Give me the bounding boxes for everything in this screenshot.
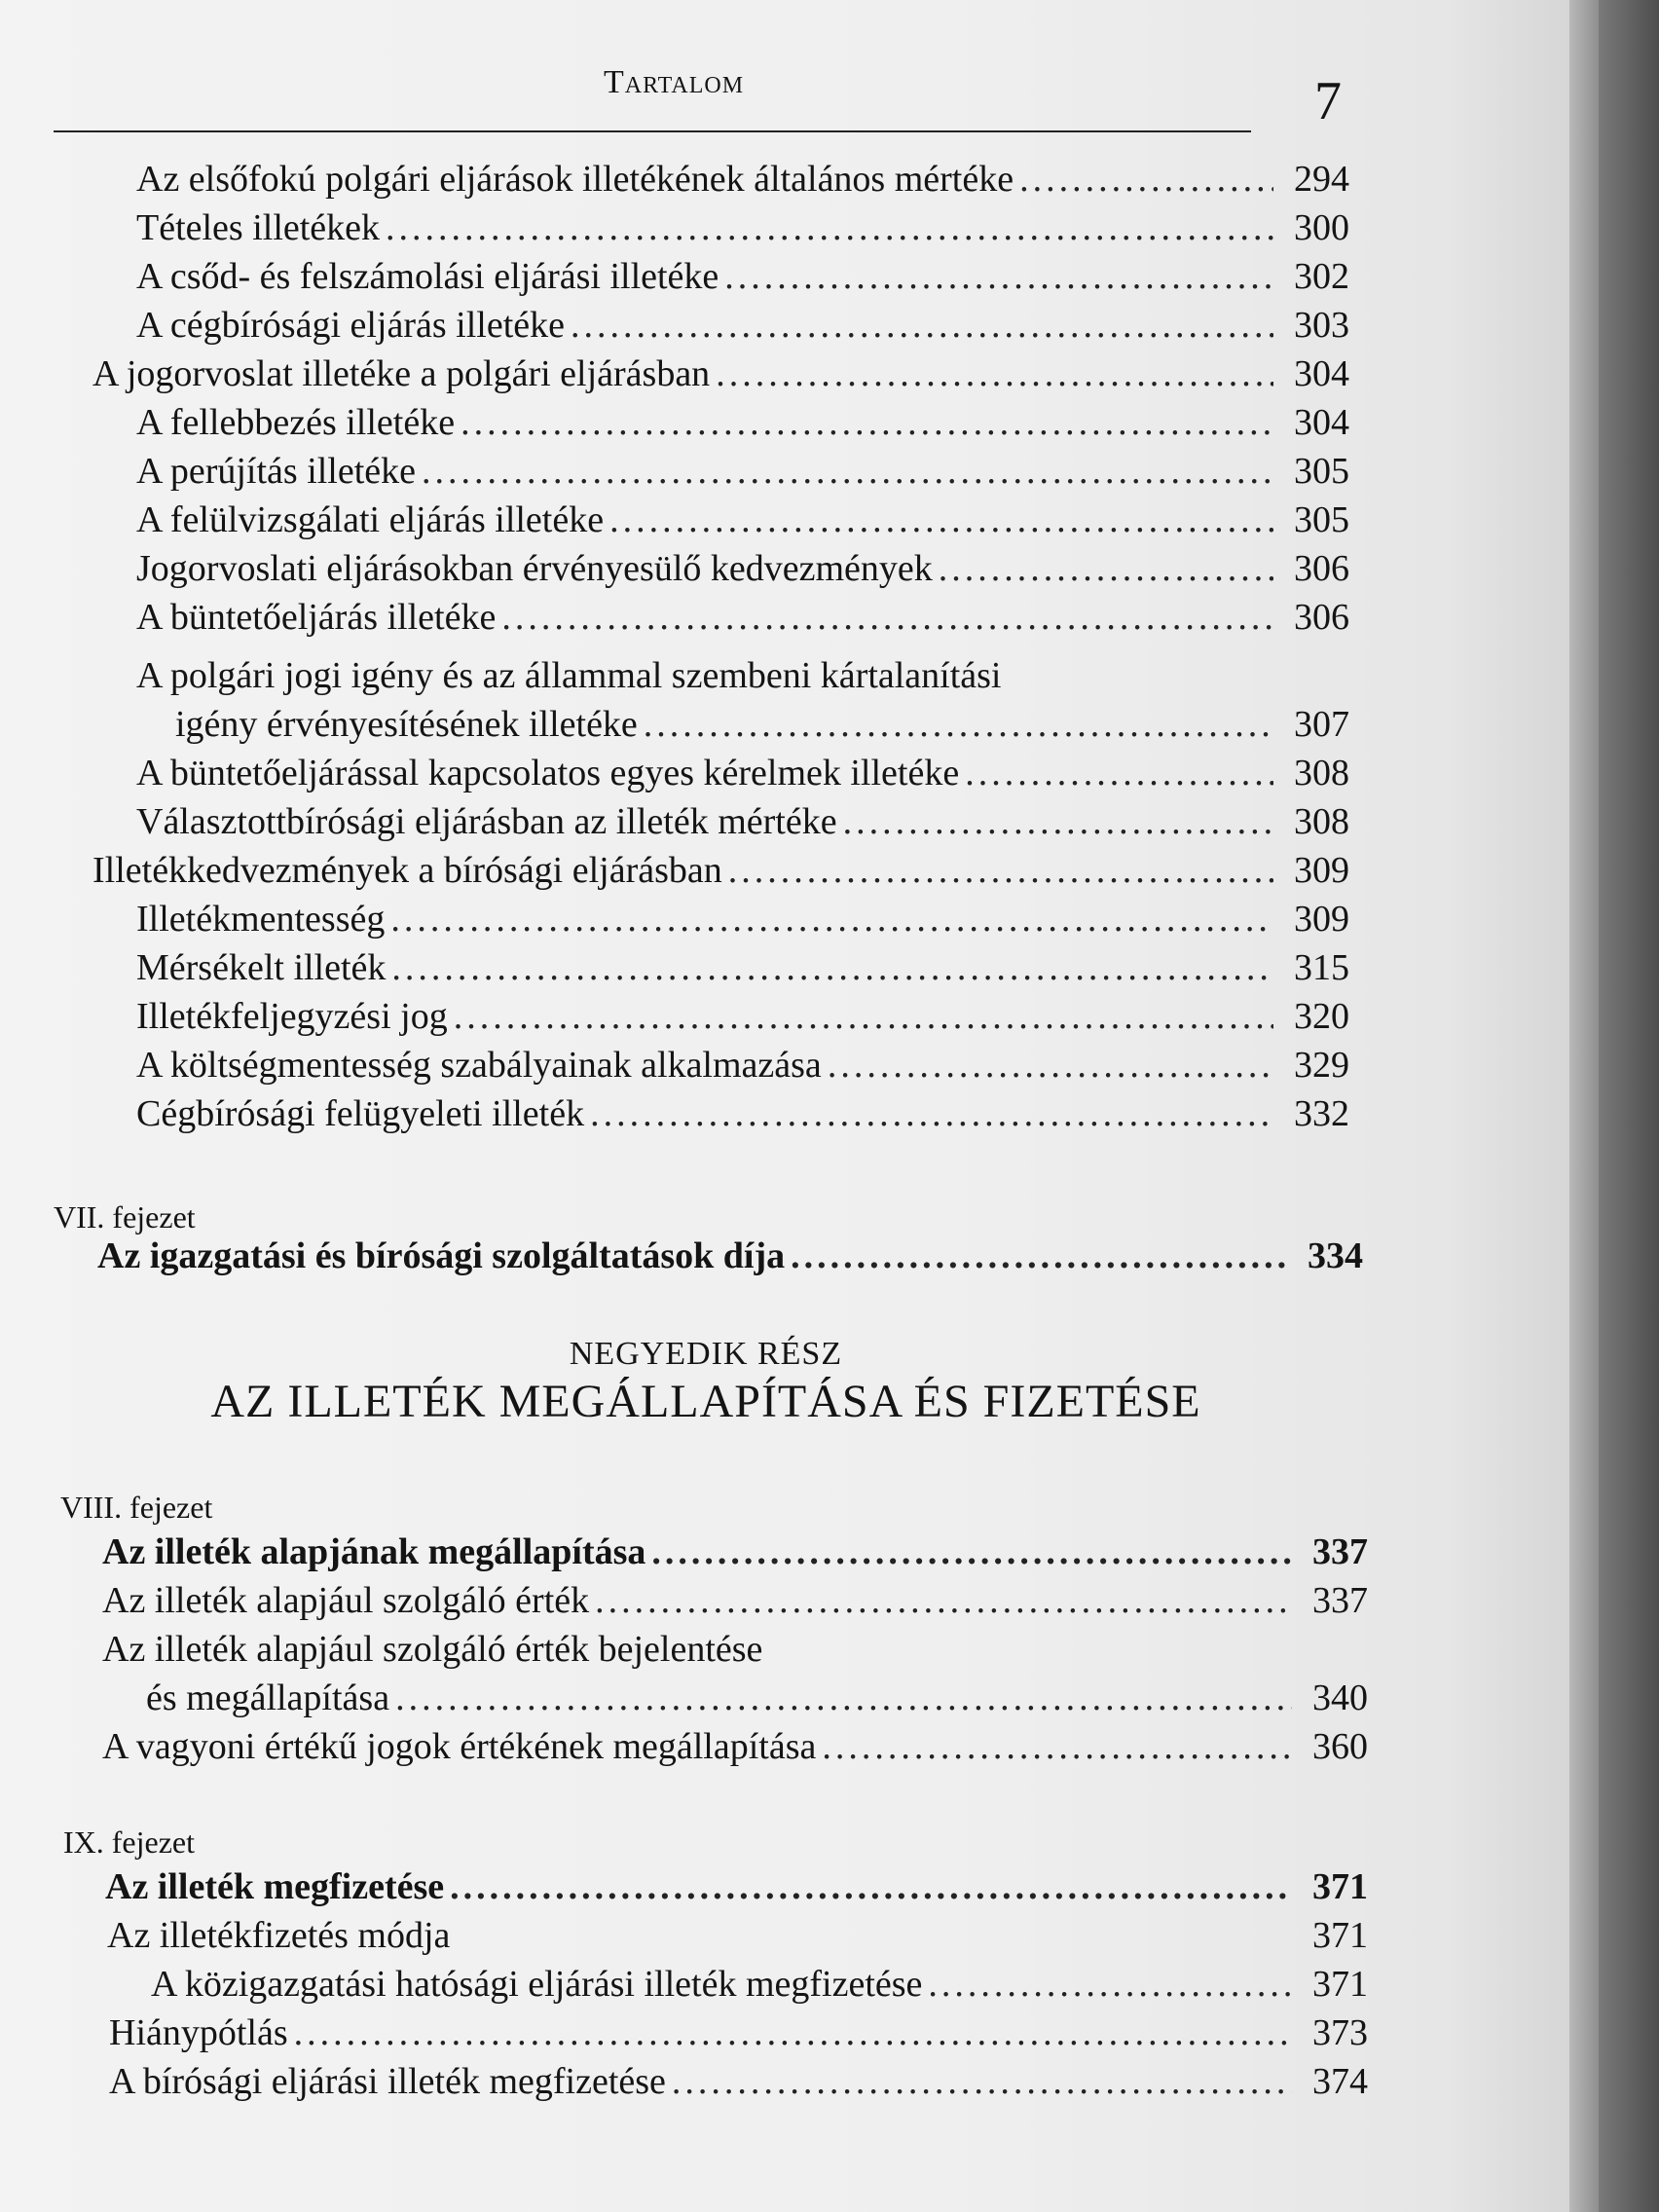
chapter-title: Az igazgatási és bírósági szolgáltatások díja [97, 1235, 786, 1276]
toc-entry-label: Hiánypótlás [109, 2012, 288, 2053]
toc-entry [136, 991, 1349, 1042]
toc-entry-page: 306 [1294, 597, 1349, 638]
toc-entry-label: A csőd- és felszámolási eljárási illetéke [136, 256, 719, 297]
toc-entry-label: Az elsőfokú polgári eljárások illetékének általános mértéke [136, 159, 1014, 200]
running-header-title: Tartalom [604, 64, 745, 100]
leader-dots [390, 894, 1273, 944]
toc-entry-label: Illetékmentesség [136, 899, 386, 940]
toc-entry-page: 374 [1312, 2061, 1368, 2102]
toc-entry [136, 397, 1349, 448]
leader-dots [939, 543, 1273, 594]
chapter-title-entry [102, 1527, 1368, 1577]
toc-entry-label: A közigazgatási hatósági eljárási illeték megfizetése [151, 1964, 923, 2005]
toc-entry [107, 1910, 1368, 1961]
toc-entry-label: Tételes illetékek [136, 207, 381, 248]
leader-dots [590, 1088, 1273, 1139]
toc-entry-page: 309 [1294, 850, 1349, 891]
toc-entry-page: 360 [1312, 1726, 1368, 1767]
toc-entry-label: A fellebbezés illetéke [136, 402, 456, 443]
toc-entry-page: 300 [1294, 207, 1349, 248]
part-label: NEGYEDIK RÉSZ [569, 1336, 843, 1372]
leader-dots [454, 991, 1273, 1042]
toc-entry [109, 2056, 1368, 2107]
chapter-page: 371 [1312, 1866, 1368, 1907]
toc-entry-label: A bírósági eljárási illeték megfizetése [109, 2061, 666, 2102]
toc-entry-page: 340 [1312, 1677, 1368, 1718]
leader-dots [1019, 154, 1273, 204]
toc-entry [136, 543, 1349, 594]
toc-entry-page: 337 [1312, 1580, 1368, 1621]
toc-entry [136, 796, 1349, 847]
toc-entry-label: Mérsékelt illeték [136, 947, 387, 988]
toc-entry-page: 371 [1312, 1915, 1368, 1956]
leader-dots [609, 495, 1273, 545]
leader-dots [395, 1673, 1292, 1723]
chapter-label: VII. fejezet [54, 1199, 196, 1235]
leader-dots [672, 2056, 1292, 2107]
header-rule [54, 130, 1251, 132]
chapter-title-entry [97, 1231, 1363, 1281]
toc-entry-page: 373 [1312, 2012, 1368, 2053]
toc-entry-label: A büntetőeljárással kapcsolatos egyes kérelmek illetéke [136, 753, 960, 793]
chapter-title: Az illeték alapjának megállapítása [102, 1531, 646, 1572]
leader-dots [791, 1231, 1287, 1281]
chapter-label: VIII. fejezet [60, 1490, 213, 1525]
leader-dots [965, 748, 1273, 798]
toc-entry [136, 1088, 1349, 1139]
toc-entry-page: 294 [1294, 159, 1349, 200]
toc-entry [92, 349, 1349, 399]
toc-entry-page: 304 [1294, 402, 1349, 443]
toc-entry-label: Illetékkedvezmények a bírósági eljárásban [92, 850, 722, 891]
leader-dots [422, 446, 1273, 497]
chapter-label: IX. fejezet [63, 1825, 196, 1860]
toc-entry-label: igény érvényesítésének illetéke [175, 704, 638, 745]
leader-dots [294, 2008, 1292, 2058]
toc-entry [136, 942, 1349, 993]
toc-entry-page: 305 [1294, 499, 1349, 540]
toc-entry [146, 1673, 1368, 1723]
leader-dots [843, 796, 1273, 847]
toc-entry [136, 446, 1349, 497]
chapter-title: Az illeték megfizetése [105, 1866, 445, 1907]
leader-dots [595, 1575, 1292, 1626]
toc-entry-label: Választottbírósági eljárásban az illeték mértéke [136, 801, 837, 842]
toc-entry [136, 154, 1349, 204]
toc-entry-first-line: Az illeték alapjául szolgáló érték bejelentése [102, 1629, 763, 1670]
toc-entry-page: 303 [1294, 305, 1349, 346]
toc-entry [92, 845, 1349, 896]
toc-entry-label: A felülvizsgálati eljárás illetéke [136, 499, 605, 540]
toc-entry-first-line: A polgári jogi igény és az állammal szembeni kártalanítási [136, 655, 1002, 696]
toc-entry-page: 315 [1294, 947, 1349, 988]
leader-dots [461, 397, 1273, 448]
toc-entry-page: 308 [1294, 753, 1349, 793]
toc-entry-page: 306 [1294, 548, 1349, 589]
toc-entry-label: Cégbírósági felügyeleti illeték [136, 1093, 585, 1134]
chapter-title-entry [105, 1862, 1368, 1912]
leader-dots [822, 1721, 1292, 1772]
toc-entry-label: és megállapítása [146, 1677, 390, 1718]
toc-entry-page: 302 [1294, 256, 1349, 297]
toc-entry [136, 495, 1349, 545]
toc-entry-page: 329 [1294, 1045, 1349, 1086]
running-header [54, 56, 1251, 134]
toc-entry [102, 1721, 1368, 1772]
chapter-page: 334 [1308, 1235, 1363, 1276]
toc-entry [136, 748, 1349, 798]
leader-dots [644, 699, 1273, 750]
toc-entry [175, 699, 1349, 750]
toc-entry [136, 592, 1349, 643]
toc-entry [109, 2008, 1368, 2058]
toc-entry [136, 300, 1349, 350]
toc-entry-label: Jogorvoslati eljárásokban érvényesülő kedvezmények [136, 548, 933, 589]
toc-entry-page: 309 [1294, 899, 1349, 940]
page-edge [1569, 0, 1599, 2212]
leader-dots [728, 845, 1273, 896]
toc-entry-page: 304 [1294, 353, 1349, 394]
toc-entry [136, 894, 1349, 944]
toc-entry [136, 1040, 1349, 1090]
leader-dots [450, 1862, 1292, 1912]
toc-entry-label: A perújítás illetéke [136, 451, 417, 492]
toc-entry-label: A vagyoni értékű jogok értékének megállapítása [102, 1726, 817, 1767]
leader-dots [501, 592, 1273, 643]
toc-entry [151, 1959, 1368, 2009]
book-side [1599, 0, 1659, 2212]
toc-entry-page: 371 [1312, 1964, 1368, 2005]
toc-entry [136, 251, 1349, 302]
part-title: AZ ILLETÉK MEGÁLLAPÍTÁSA ÉS FIZETÉSE [210, 1376, 1201, 1427]
toc-entry [136, 203, 1349, 253]
toc-entry-page: 307 [1294, 704, 1349, 745]
toc-entry-page: 320 [1294, 996, 1349, 1037]
toc-entry-label: Az illeték alapjául szolgáló érték [102, 1580, 590, 1621]
toc-entry-label: A jogorvoslat illetéke a polgári eljárásban [92, 353, 711, 394]
leader-dots [391, 942, 1273, 993]
toc-entry-label: A büntetőeljárás illetéke [136, 597, 497, 638]
page-number: 7 [1314, 71, 1342, 131]
leader-dots [386, 203, 1273, 253]
leader-dots [724, 251, 1273, 302]
toc-entry-page: 332 [1294, 1093, 1349, 1134]
leader-dots [651, 1527, 1292, 1577]
toc-entry-label: A költségmentesség szabályainak alkalmazása [136, 1045, 822, 1086]
toc-entry-label: Illetékfeljegyzési jog [136, 996, 448, 1037]
leader-dots [828, 1040, 1273, 1090]
toc-entry-label: A cégbírósági eljárás illetéke [136, 305, 565, 346]
toc-entry-label: Az illetékfizetés módja [107, 1915, 451, 1956]
toc-entry-page: 308 [1294, 801, 1349, 842]
toc-entry-page: 305 [1294, 451, 1349, 492]
leader-dots [571, 300, 1273, 350]
leader-dots [716, 349, 1273, 399]
chapter-page: 337 [1312, 1531, 1368, 1572]
toc-entry [102, 1575, 1368, 1626]
leader-dots [928, 1959, 1292, 2009]
